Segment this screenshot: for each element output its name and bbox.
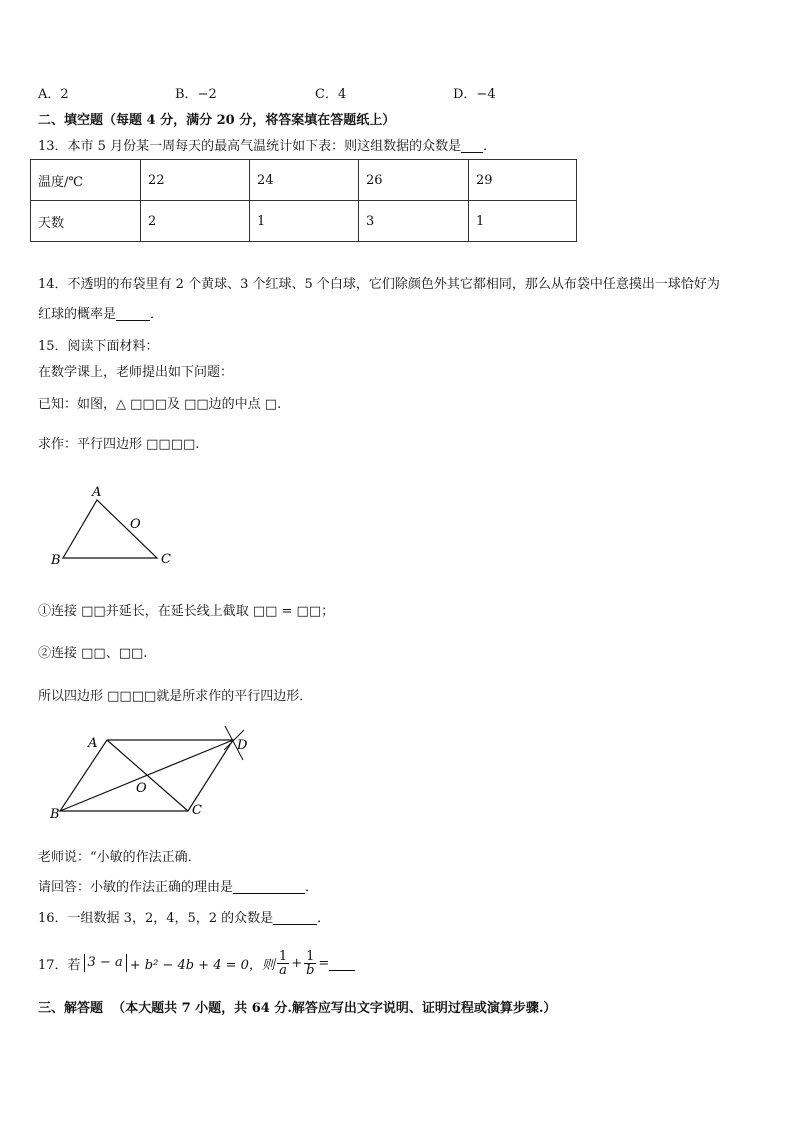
question-13 (38, 135, 496, 154)
q17-eq: = (318, 955, 330, 971)
q15-conclusion: 所以四边形 □□□□就是所求作的平行四边形． (38, 689, 313, 704)
q15-line2: 在数学课上，老师提出如下问题： (38, 365, 234, 380)
section3-note: （本大题共 7 小题，共 64 分.解答应写出文字说明、证明过程或演算步骤.） (112, 1001, 557, 1016)
section2-note: （每题 4 分，满分 20 分，将答案填在答题纸上） (103, 113, 396, 128)
q15-step2: ②连接 □□、□□. (38, 646, 148, 661)
table-cell: 26 (359, 160, 469, 201)
option-d: D．−4 (453, 87, 496, 102)
table-cell: 24 (250, 160, 359, 201)
label-d: D (237, 738, 248, 753)
q17-mid: + b² − 4b + 4 = 0，则 (129, 957, 275, 973)
table-cell: 1 (250, 201, 359, 242)
q15-answer-blank[interactable] (233, 879, 305, 894)
q16-answer-blank[interactable] (273, 910, 317, 925)
q15-ask: 请回答：小敏的作法正确的理由是 (38, 880, 234, 895)
q13-answer-blank[interactable] (461, 138, 483, 153)
table-row (31, 160, 577, 201)
q17-plus: + (291, 955, 303, 971)
label-b: B (50, 807, 60, 822)
section3-title: 三、解答题 (38, 1001, 104, 1016)
table-cell: 29 (469, 160, 577, 201)
table-cell: 2 (141, 201, 250, 242)
label-a: A (88, 736, 98, 751)
q15-step1: ①连接 □□并延长，在延长线上截取 □□ = □□； (38, 604, 335, 619)
q17-frac2-den: b (306, 962, 315, 978)
section2-title: 二、填空题 (38, 113, 104, 128)
temperature-table (30, 159, 577, 242)
option-b: B．−2 (175, 87, 217, 102)
q17-answer-blank[interactable] (329, 956, 355, 971)
q14-line2: 红球的概率是 (38, 307, 117, 322)
q15-line4: 求作：平行四边形 □□□□. (38, 437, 200, 452)
question-15-ask (38, 876, 318, 895)
table-cell: 3 (359, 201, 469, 242)
q14-end: ． (150, 307, 164, 322)
q16-text: 16．一组数据 3，2，4，5，2 的众数是 (38, 911, 274, 926)
q14-answer-blank[interactable] (116, 306, 150, 321)
q15-line3: 已知：如图，△ □□□及 □□边的中点 □. (38, 397, 282, 412)
option-c: C．4 (315, 87, 347, 102)
q17-prefix: 17．若 (38, 957, 81, 973)
triangle-figure (40, 478, 200, 573)
question-16 (38, 907, 330, 926)
section3-heading (38, 997, 556, 1016)
q17-abs-value: 3 − a (84, 954, 127, 972)
q17-frac1-den: a (279, 962, 287, 978)
label-a: A (92, 485, 102, 500)
q14-line1: 14．不透明的布袋里有 2 个黄球、3 个红球、5 个白球，它们除颜色外其它都相同，那么从布袋中任意摸出一球恰好为 (38, 277, 720, 292)
q13-end: ． (483, 139, 497, 154)
q15-line1: 15．阅读下面材料： (38, 339, 159, 354)
q17-frac1 (277, 950, 289, 977)
question-17 (38, 944, 355, 982)
triangle-abc (63, 500, 157, 558)
question-14-line2 (38, 303, 163, 322)
table-cell: 1 (469, 201, 577, 242)
label-b: B (51, 553, 61, 568)
label-c: C (161, 552, 171, 567)
table-cell: 天数 (31, 201, 141, 242)
label-o: O (130, 517, 141, 532)
q17-frac1-num: 1 (278, 948, 288, 964)
q13-text: 13．本市 5 月份某一周每天的最高气温统计如下表：则这组数据的众数是 (38, 139, 462, 154)
q15-teacher: 老师说：“小敏的作法正确． (38, 850, 201, 865)
table-cell: 22 (141, 160, 250, 201)
table-row (31, 201, 577, 242)
label-o: O (136, 781, 147, 796)
parallelogram-figure (40, 720, 270, 825)
label-c: C (192, 803, 202, 818)
q17-frac2-num: 1 (304, 950, 316, 964)
q17-frac2 (304, 950, 316, 977)
q16-end: ． (317, 911, 331, 926)
diagonal-bd (60, 740, 233, 811)
option-a: A．2 (38, 87, 69, 102)
table-cell: 温度/℃ (31, 160, 141, 201)
q15-ask-end: ． (305, 880, 319, 895)
section2-heading (38, 109, 395, 128)
